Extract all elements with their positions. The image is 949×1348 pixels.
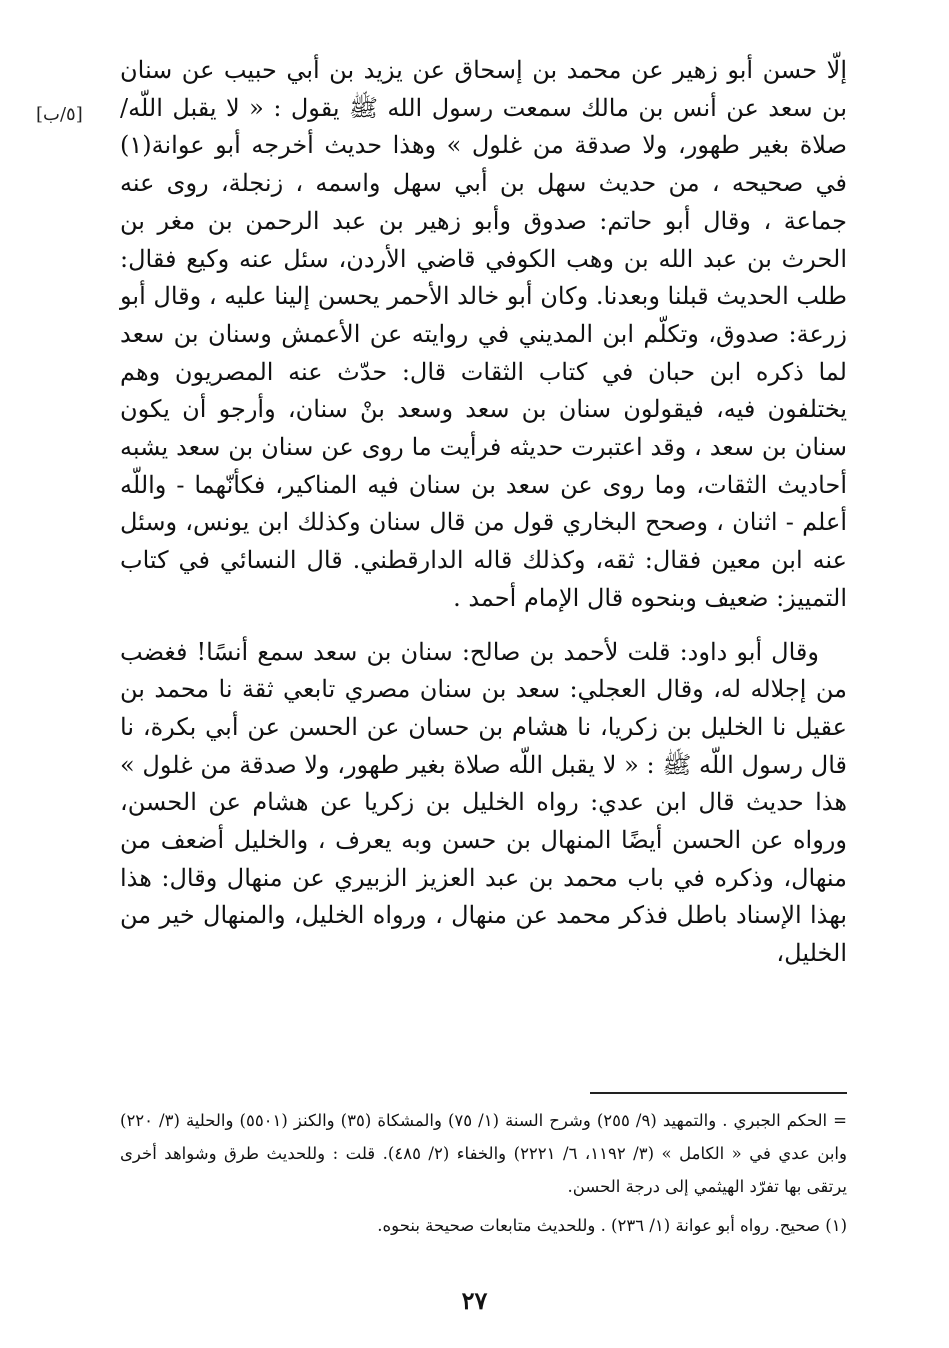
paragraph-1: إلّا حسن أبو زهير عن محمد بن إسحاق عن يزيد بن أبي حبيب عن سنان بن سعد عن أنس بن مالك سمعت رسول الله ﷺ يقول : « لا يقبل اللّه/ صلاة بغير طهور، ولا صدقة من غلول » وهذا حديث أخرجه أبو عوانة(١) في صحيحه ، من حديث سهل بن أبي سهل واسمه ، زنجلة، روى عنه جماعة ، وقال أبو حاتم: صدوق وأبو زهير بن عبد الرحمن بن مغر بن الحرث بن عبد الله بن وهب الكوفي قاضي الأردن، سئل عنه وكيع فقال: طلب الحديث قبلنا وبعدنا. وكان أبو خالد الأحمر يحسن إلينا عليه ، وقال أبو زرعة: صدوق، وتكلّم ابن المديني في روايته عن الأعمش وسنان بن سعد لما ذكره ابن حبان في كتاب الثقات قال: حدّث عنه المصريون وهم يختلفون فيه، فيقولون سنان بن سعد وسعد بنْ سنان، وأرجو أن يكون سنان بن سعد ، وقد اعتبرت حديثه فرأيت ما روى عن سنان بن سعد يشبه أحاديث الثقات، وما روى عن سعد بن سنان فيه المناكير، فكأنّهما - واللّه أعلم - اثنان ، وصحح البخاري قول من قال سنان وكذلك ابن يونس، وسئل عنه ابن معين فقال: ثقه، وكذلك قاله الدارقطني. قال النسائي في كتاب التمييز: ضعيف وبنحوه قال الإمام أحمد . [120,56,847,612]
footnotes [120,1104,847,1242]
paragraph-2: وقال أبو داود: قلت لأحمد بن صالح: سنان بن سعد سمع أنسًا! فغضب من إجلاله له، وقال العجلي: سعد بن سنان مصري تابعي ثقة نا محمد بن عقيل نا الخليل بن زكريا، نا هشام بن حسان عن الحسن عن أبي بكرة، نا قال رسول اللّه ﷺ : « لا يقبل اللّه صلاة بغير طهور، ولا صدقة من غلول » هذا حديث قال ابن عدي: رواه الخليل بن زكريا عن هشام عن الحسن، ورواه عن الحسن أيضًا المنهال بن حسن وبه يعرف ، والخليل أضعف من منهال، وذكره في باب محمد بن عبد العزيز الزبيري عن منهال وقال: هذا بهذا الإسناد باطل فذكر محمد عن منهال ، ورواه الخليل، والمنهال خير من الخليل، [120,637,847,968]
main-text [120,52,847,973]
margin-reference: [٥/ب] [36,104,83,125]
footnote-1: (١) صحيح. رواه أبو عوانة (١/ ٢٣٦) . وللحديث متابعات صحيحة بنحوه. [377,1216,847,1235]
footnote-separator [590,1092,847,1094]
page-number: ٢٧ [461,1286,488,1315]
footnote-continuation: = الحكم الجبري . والتمهيد (٩/ ٢٥٥) وشرح السنة (١/ ٧٥) والمشكاة (٣٥) والكنز (٥٥٠١) والحلية (٣/ ٢٢٠) وابن عدي في « الكامل » (٣/ ١١٩٢، ٦/ ٢٢٢١) والخفاء (٢/ ٤٨٥). قلت : وللحديث طرق وشواهد أخرى يرتقى بها تفرّد الهيثمي إلى درجة الحسن. [120,1111,847,1196]
